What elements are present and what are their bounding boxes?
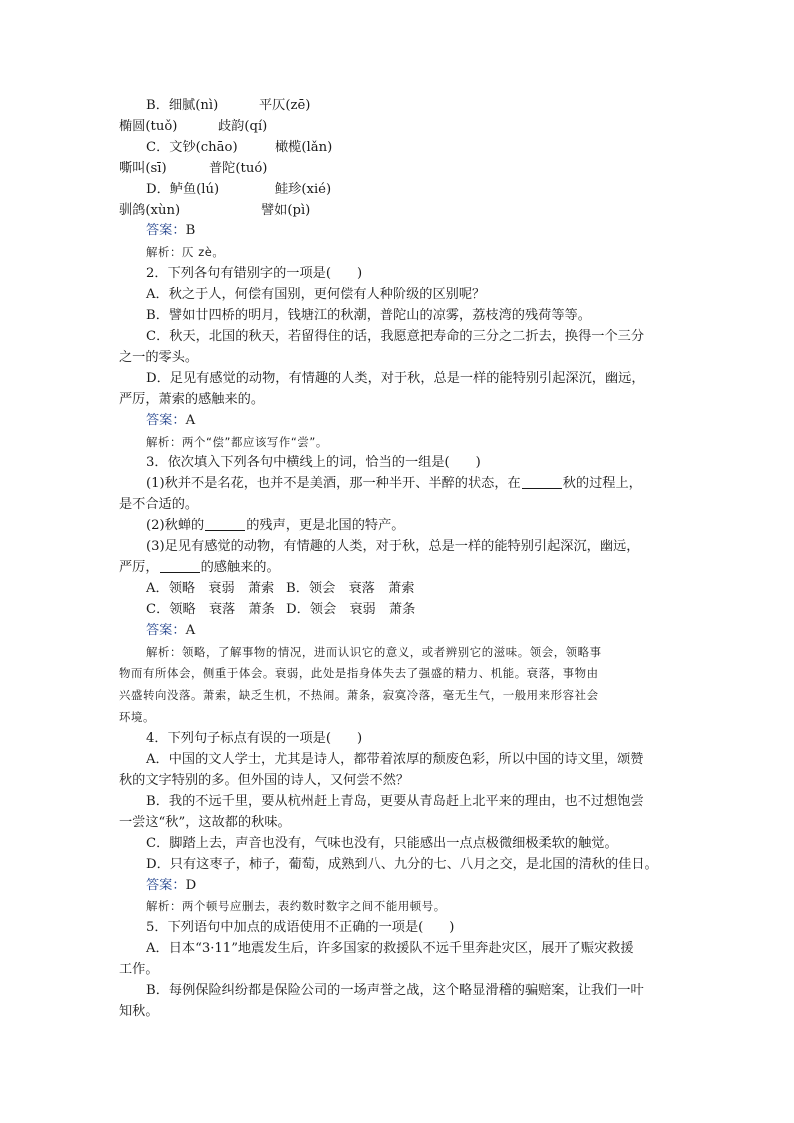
- q3-stem-close: ): [475, 455, 481, 471]
- fill-blank: [205, 517, 245, 531]
- answer-value: A: [185, 412, 196, 428]
- explanation-text: 两个顿号应删去，表约数时数字之间不能用顿号。: [181, 899, 446, 914]
- q2-option-a: A．秋之于人，何偿有国别，更何偿有人种阶级的区别呢？: [146, 287, 486, 303]
- q3-s3-text-b: 严厉，: [119, 559, 159, 575]
- answer-label: 答案：: [146, 877, 186, 893]
- q2-answer: [119, 411, 675, 432]
- fill-blank: [160, 559, 200, 573]
- q3-option-c: C．领略 衰落 萧条: [146, 601, 275, 617]
- q3-s2-text-a: (2)秋蝉的: [146, 518, 205, 534]
- answer-label: 答案：: [146, 412, 186, 428]
- q2-option-c-line1: C．秋天，北国的秋天，若留得住的话，我愿意把寿命的三分之二折去，换得一个三分: [146, 328, 645, 344]
- q1-c-word3: 嘶叫(sī): [119, 160, 167, 176]
- q5-option-b-line1: B．每例保险纠纷都是保险公司的一场声誉之战，这个略显滑稽的骗赔案，让我们一叶: [146, 983, 644, 999]
- q3-explanation-line3: [119, 685, 675, 707]
- explanation-text: 领略，了解事物的情况，进而认识它的意义，或者辨别它的滋味。领会，领略事: [181, 644, 602, 659]
- q3-s2-text-b: 的残声，更是北国的特产。: [246, 518, 405, 534]
- q3-option-b: B．领会 衰落 萧索: [286, 580, 415, 596]
- q5-option-a-line2: 工作。: [119, 962, 159, 978]
- q1-c-word2: 橄榄(lǎn): [275, 139, 333, 155]
- q2-explanation: [119, 432, 675, 454]
- q2-option-c-line2: 之一的零头。: [119, 349, 199, 365]
- explanation-label: 解析：: [146, 245, 182, 260]
- q4-answer: [119, 876, 675, 897]
- q3-sentence1-line2: 是不合适的。: [119, 497, 199, 513]
- q3-s3-text-c: 的感触来的。: [200, 559, 280, 575]
- explanation-label: 解析：: [146, 899, 182, 914]
- q4-option-a-line2: 秋的文字特别的多。但外国的诗人，又何尝不然？: [119, 773, 410, 788]
- explanation-label: 解析：: [146, 644, 182, 659]
- q3-sentence3-line1: (3)足见有感觉的动物，有情趣的人类，对于秋，总是一样的能特别引起深沉，幽远，: [146, 539, 640, 555]
- explanation-text: 仄 zè。: [181, 245, 225, 260]
- q1-d-word2: 鲑珍(xié): [275, 181, 332, 197]
- q4-option-a-line1: A．中国的文人学士，尤其是诗人，都带着浓厚的颓废色彩，所以中国的诗文里，颂赞: [146, 752, 644, 768]
- q4-stem-close: ): [356, 731, 363, 747]
- q5-option-b-line2: 知秋。: [119, 1003, 159, 1019]
- q1-c-word4: 普陀(tuó): [209, 160, 268, 176]
- q3-sentence3-line2: [119, 558, 675, 579]
- q3-answer: [119, 621, 675, 642]
- q5-stem-close: ): [449, 920, 455, 936]
- q3-sentence2: [119, 516, 675, 537]
- explanation-text: 兴盛转向没落。萧索，缺乏生机，不热闹。萧条，寂寞冷落，毫无生气，一般用来形容社会: [119, 688, 599, 703]
- q3-explanation-line2: [119, 663, 675, 685]
- q2-stem-text: 2．下列各句有错别字的一项是(: [146, 266, 331, 282]
- answer-value: D: [185, 877, 197, 893]
- answer-value: B: [185, 223, 196, 239]
- explanation-text: 物而有所体会，侧重于体会。衰弱，此处是指身体失去了强盛的精力、机能。衰落，事物由: [119, 666, 599, 681]
- q3-explanation-line1: [119, 642, 675, 664]
- q4-stem-text: 4．下列句子标点有误的一项是(: [146, 731, 331, 747]
- q1-explanation: [119, 242, 675, 264]
- q1-option-d-line2: [119, 201, 675, 222]
- q4-explanation: [119, 896, 675, 918]
- q3-explanation-line4: [119, 707, 675, 729]
- q1-option-b-line1: [119, 96, 675, 117]
- q1-option-d-line1: [119, 180, 675, 201]
- q3-s1-text-a: (1)秋并不是名花，也并不是美酒，那一种半开、半醉的状态，在: [146, 476, 521, 492]
- q1-option-b-line2: [119, 117, 675, 138]
- q3-s1-text-b: 秋的过程上，: [562, 476, 642, 492]
- q1-answer: [119, 221, 675, 242]
- explanation-label: 解析：: [146, 434, 182, 449]
- q1-c-word1: C．文钞(chāo): [146, 139, 238, 155]
- q4-option-c: C．脚踏上去，声音也没有，气味也没有，只能感出一点点极微细极柔软的触觉。: [146, 835, 618, 851]
- q3-options-ab: [119, 579, 675, 600]
- q4-option-b-line2: 一尝这“秋”，这故都的秋味。: [119, 814, 291, 830]
- q1-b-word3: 椭圆(tuǒ): [119, 118, 178, 134]
- q3-option-d: D．领会 衰弱 萧条: [286, 601, 416, 617]
- answer-label: 答案：: [146, 223, 186, 239]
- q3-stem: [119, 453, 675, 474]
- answer-label: 答案：: [146, 622, 186, 638]
- q1-b-word4: 歧韵(qí): [218, 118, 268, 134]
- q5-stem: [119, 918, 675, 939]
- answer-value: A: [185, 622, 196, 638]
- q5-option-a-line1: A．日本“3·11”地震发生后，许多国家的救援队不远千里奔赴灾区，展开了赈灾救援: [146, 941, 634, 957]
- q1-d-word1: D．鲈鱼(lú): [146, 181, 220, 197]
- q4-option-d: D．只有这枣子，柿子，葡萄，成熟到八、九分的七、八月之交，是北国的清秋的佳日。: [146, 856, 658, 872]
- q2-option-d-line2: 严厉，萧索的感触来的。: [119, 391, 265, 407]
- q2-option-b: B．譬如廿四桥的明月，钱塘江的秋潮，普陀山的凉雾，荔枝湾的残荷等等。: [146, 308, 591, 324]
- q2-option-d-line1: D．足见有感觉的动物，有情趣的人类，对于秋，总是一样的能特别引起深沉，幽远，: [146, 370, 645, 386]
- q5-stem-text: 5．下列语句中加点的成语使用不正确的一项是(: [146, 920, 424, 936]
- q1-b-word2: 平仄(zē): [259, 98, 311, 113]
- fill-blank: [522, 475, 562, 489]
- q1-d-word3: 驯鸽(xùn): [119, 202, 181, 218]
- q1-b-word1: B．细腻(nì): [146, 98, 219, 113]
- q2-stem-close: ): [356, 266, 363, 282]
- q3-sentence1-line1: [119, 474, 675, 495]
- q3-option-a: A．领略 衰弱 萧索: [146, 580, 275, 596]
- q1-option-c-line2: [119, 159, 675, 180]
- explanation-text: 两个“偿”都应该写作“尝”。: [181, 434, 328, 449]
- q1-d-word4: 譬如(pì): [261, 202, 311, 218]
- q3-stem-text: 3．依次填入下列各句中横线上的词，恰当的一组是(: [146, 455, 450, 471]
- q3-options-cd: [119, 600, 675, 621]
- q4-option-b-line1: B．我的不远千里，要从杭州赶上青岛，更要从青岛赶上北平来的理由，也不过想饱尝: [146, 793, 644, 809]
- q1-option-c-line1: [119, 138, 675, 159]
- q4-stem: [119, 729, 675, 750]
- document-body: [119, 96, 675, 1023]
- q2-stem: [119, 264, 675, 285]
- explanation-text: 环境。: [119, 710, 155, 725]
